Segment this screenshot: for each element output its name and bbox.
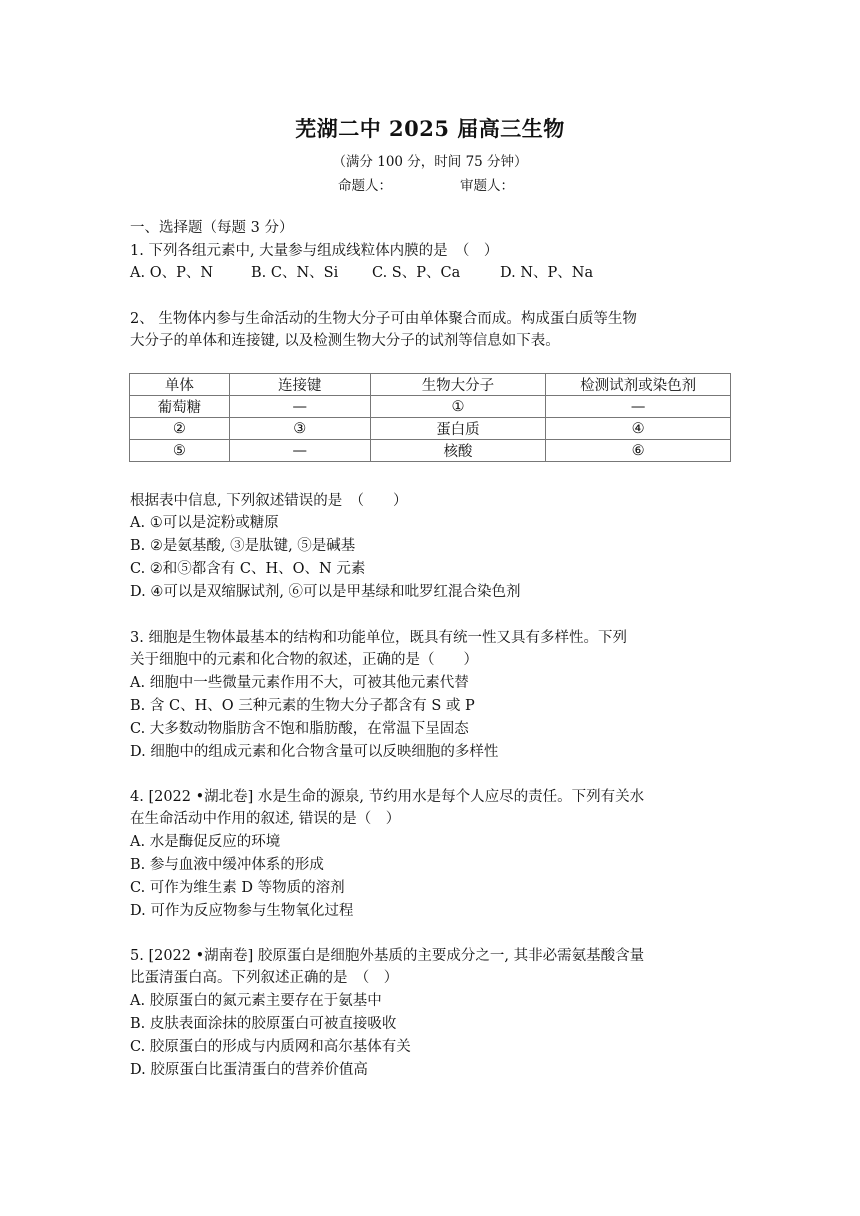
- q4-option-c: C. 可作为维生素 D 等物质的溶剂: [130, 880, 345, 896]
- reviewer-label: 审题人：: [460, 178, 514, 194]
- q1-option-a: A. O、P、N: [130, 265, 214, 281]
- q5-option-a: A. 胶原蛋白的氮元素主要存在于氨基中: [130, 993, 382, 1009]
- q5-option-c: C. 胶原蛋白的形成与内质网和高尔基体有关: [130, 1039, 411, 1055]
- q3-option-d: D. 细胞中的组成元素和化合物含量可以反映细胞的多样性: [130, 744, 499, 760]
- q1-options: [130, 263, 593, 283]
- q3-option-b: B. 含 C、H、O 三种元素的生物大分子都含有 S 或 P: [130, 698, 475, 714]
- q4-option-d: D. 可作为反应物参与生物氧化过程: [130, 903, 354, 919]
- table-cell: ⑥: [546, 440, 731, 462]
- table-cell: —: [229, 396, 370, 418]
- q5-stem-line2: 比蛋清蛋白高。下列叙述正确的是 （ ）: [130, 970, 399, 986]
- table-cell: 葡萄糖: [130, 396, 230, 418]
- table-cell: ④: [546, 418, 731, 440]
- q2-option-a: A. ①可以是淀粉或糖原: [130, 515, 279, 531]
- table-cell: 核酸: [370, 440, 546, 462]
- page-title: 芜湖二中 2025 届高三生物: [295, 116, 565, 141]
- q1-option-d: D. N、P、Na: [500, 265, 594, 281]
- table-header-cell: 单体: [130, 374, 230, 396]
- section-heading: 一、选择题（每题 3 分）: [130, 220, 294, 236]
- q2-stem-line1: 2、 生物体内参与生命活动的生物大分子可由单体聚合而成。构成蛋白质等生物: [130, 311, 637, 327]
- q3-stem-line2: 关于细胞中的元素和化合物的叙述，正确的是（ ）: [130, 652, 478, 668]
- table-row: [130, 418, 731, 440]
- q4-stem-line2: 在生命活动中作用的叙述, 错误的是（ ）: [130, 811, 401, 827]
- table-cell: —: [229, 440, 370, 462]
- table-header-cell: 连接键: [229, 374, 370, 396]
- q4-option-a: A. 水是酶促反应的环境: [130, 834, 281, 850]
- table-header-cell: 检测试剂或染色剂: [546, 374, 731, 396]
- info-table: [129, 373, 731, 462]
- q2-question: 根据表中信息, 下列叙述错误的是 （ ）: [130, 493, 408, 509]
- q3-stem-line1: 3. 细胞是生物体最基本的结构和功能单位，既具有统一性又具有多样性。下列: [130, 630, 627, 646]
- table-row: [130, 396, 731, 418]
- author-line: [338, 174, 514, 194]
- q2-stem-line2: 大分子的单体和连接键, 以及检测生物大分子的试剂等信息如下表。: [130, 333, 560, 349]
- q1-option-c: C. S、P、Ca: [372, 265, 461, 281]
- table-cell: ③: [229, 418, 370, 440]
- table-header-row: [130, 374, 731, 396]
- q3-option-c: C. 大多数动物脂肪含不饱和脂肪酸，在常温下呈固态: [130, 721, 469, 737]
- table-cell: 蛋白质: [370, 418, 546, 440]
- q2-option-b: B. ②是氨基酸, ③是肽键, ⑤是碱基: [130, 538, 356, 554]
- table-cell: ①: [370, 396, 546, 418]
- table-header-cell: 生物大分子: [370, 374, 546, 396]
- q3-option-a: A. 细胞中一些微量元素作用不大，可被其他元素代替: [130, 675, 469, 691]
- q4-stem-line1: 4. [2022 •湖北卷] 水是生命的源泉, 节约用水是每个人应尽的责任。下列有关水: [130, 789, 645, 805]
- q4-option-b: B. 参与血液中缓冲体系的形成: [130, 857, 324, 873]
- table-cell: ⑤: [130, 440, 230, 462]
- q5-option-d: D. 胶原蛋白比蛋清蛋白的营养价值高: [130, 1062, 368, 1078]
- table-cell: ②: [130, 418, 230, 440]
- q1-stem: 1. 下列各组元素中, 大量参与组成线粒体内膜的是 （ ）: [130, 243, 499, 259]
- q2-option-c: C. ②和⑤都含有 C、H、O、N 元素: [130, 561, 366, 577]
- q5-option-b: B. 皮肤表面涂抹的胶原蛋白可被直接吸收: [130, 1016, 397, 1032]
- q5-stem-line1: 5. [2022 •湖南卷] 胶原蛋白是细胞外基质的主要成分之一, 其非必需氨基酸含量: [130, 948, 645, 964]
- q2-option-d: D. ④可以是双缩脲试剂, ⑥可以是甲基绿和吡罗红混合染色剂: [130, 584, 521, 600]
- exam-info: （满分 100 分，时间 75 分钟）: [332, 154, 528, 170]
- table-cell: —: [546, 396, 731, 418]
- setter-label: 命题人：: [338, 178, 392, 194]
- table-row: [130, 440, 731, 462]
- q1-option-b: B. C、N、Si: [251, 265, 339, 281]
